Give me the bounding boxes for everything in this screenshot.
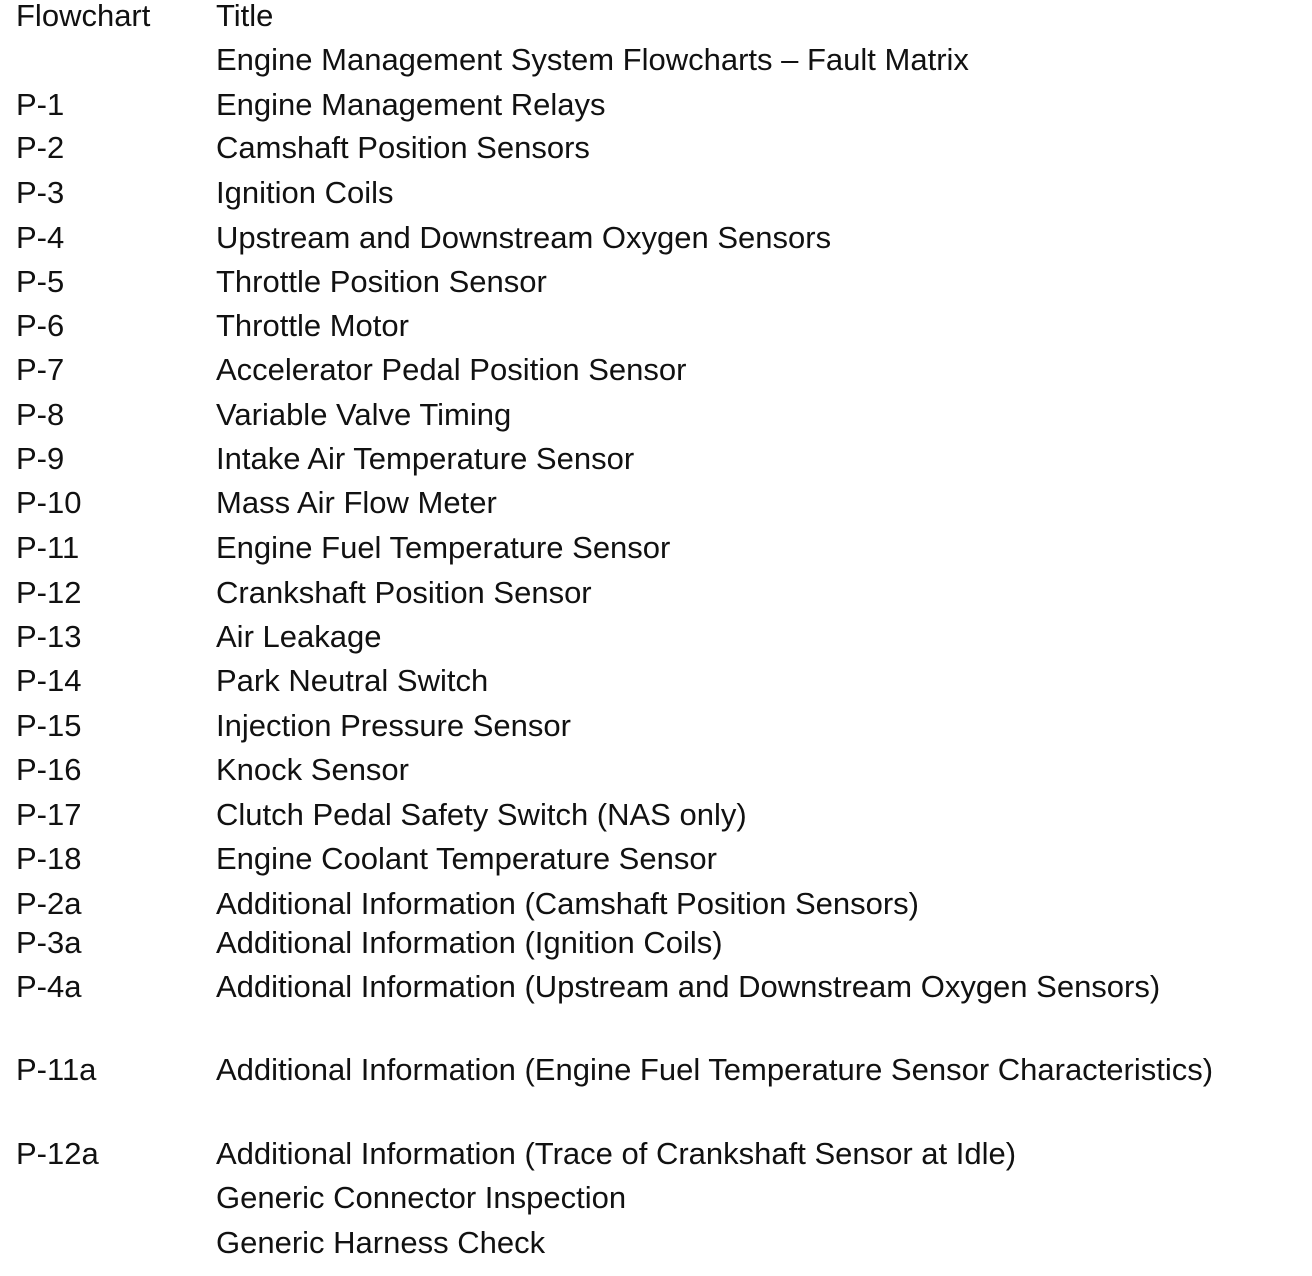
flowchart-code: P-18 [16, 841, 82, 876]
flowchart-code: P-8 [16, 397, 65, 432]
flowchart-title: Engine Fuel Temperature Sensor [216, 530, 671, 565]
flowchart-title: Engine Coolant Temperature Sensor [216, 841, 717, 876]
flowchart-code: P-5 [16, 264, 65, 299]
flowchart-code: P-11a [16, 1052, 97, 1087]
flowchart-title: Air Leakage [216, 619, 382, 654]
flowchart-code: P-12 [16, 575, 82, 610]
flowchart-title: Generic Connector Inspection [216, 1180, 627, 1215]
flowchart-code: P-13 [16, 619, 82, 654]
flowchart-code: P-7 [16, 352, 65, 387]
flowchart-code: P-12a [16, 1136, 99, 1171]
flowchart-code: P-14 [16, 663, 82, 698]
flowchart-code: P-9 [16, 441, 65, 476]
flowchart-title: Additional Information (Camshaft Position Sensors) [216, 886, 919, 921]
flowchart-column-header: Flowchart [16, 0, 151, 33]
flowchart-code: P-10 [16, 485, 82, 520]
flowchart-code: P-4a [16, 969, 82, 1004]
title-column-header: Title [216, 0, 274, 33]
flowchart-title: Variable Valve Timing [216, 397, 512, 432]
flowchart-title: Additional Information (Ignition Coils) [216, 925, 723, 960]
flowchart-title: Throttle Motor [216, 308, 409, 343]
flowchart-title: Injection Pressure Sensor [216, 708, 571, 743]
flowchart-code: P-2 [16, 130, 65, 165]
flowchart-title: Park Neutral Switch [216, 663, 489, 698]
flowchart-code: P-1 [16, 87, 65, 122]
flowchart-code: P-3 [16, 175, 65, 210]
flowchart-code: P-3a [16, 925, 82, 960]
flowchart-code: P-17 [16, 797, 82, 832]
flowchart-title: Accelerator Pedal Position Sensor [216, 352, 687, 387]
flowchart-title: Throttle Position Sensor [216, 264, 547, 299]
flowchart-code: P-11 [16, 530, 80, 565]
flowchart-code: P-4 [16, 220, 65, 255]
flowchart-title: Additional Information (Trace of Crankshaft Sensor at Idle) [216, 1136, 1017, 1171]
flowchart-title: Intake Air Temperature Sensor [216, 441, 635, 476]
flowchart-title: Additional Information (Upstream and Downstream Oxygen Sensors) [216, 969, 1161, 1004]
flowchart-code: P-6 [16, 308, 65, 343]
flowchart-title: Engine Management Relays [216, 87, 606, 122]
flowchart-title: Upstream and Downstream Oxygen Sensors [216, 220, 832, 255]
flowchart-title: Knock Sensor [216, 752, 409, 787]
flowchart-code: P-16 [16, 752, 82, 787]
flowchart-title: Ignition Coils [216, 175, 394, 210]
flowchart-title: Generic Harness Check [216, 1225, 546, 1260]
flowchart-code: P-15 [16, 708, 82, 743]
flowchart-title: Engine Management System Flowcharts – Fault Matrix [216, 42, 969, 77]
flowchart-code: P-2a [16, 886, 82, 921]
flowchart-title: Camshaft Position Sensors [216, 130, 590, 165]
flowchart-title: Mass Air Flow Meter [216, 485, 497, 520]
flowchart-title: Clutch Pedal Safety Switch (NAS only) [216, 797, 747, 832]
flowchart-title: Additional Information (Engine Fuel Temperature Sensor Characteristics) [216, 1052, 1214, 1087]
flowchart-title: Crankshaft Position Sensor [216, 575, 592, 610]
